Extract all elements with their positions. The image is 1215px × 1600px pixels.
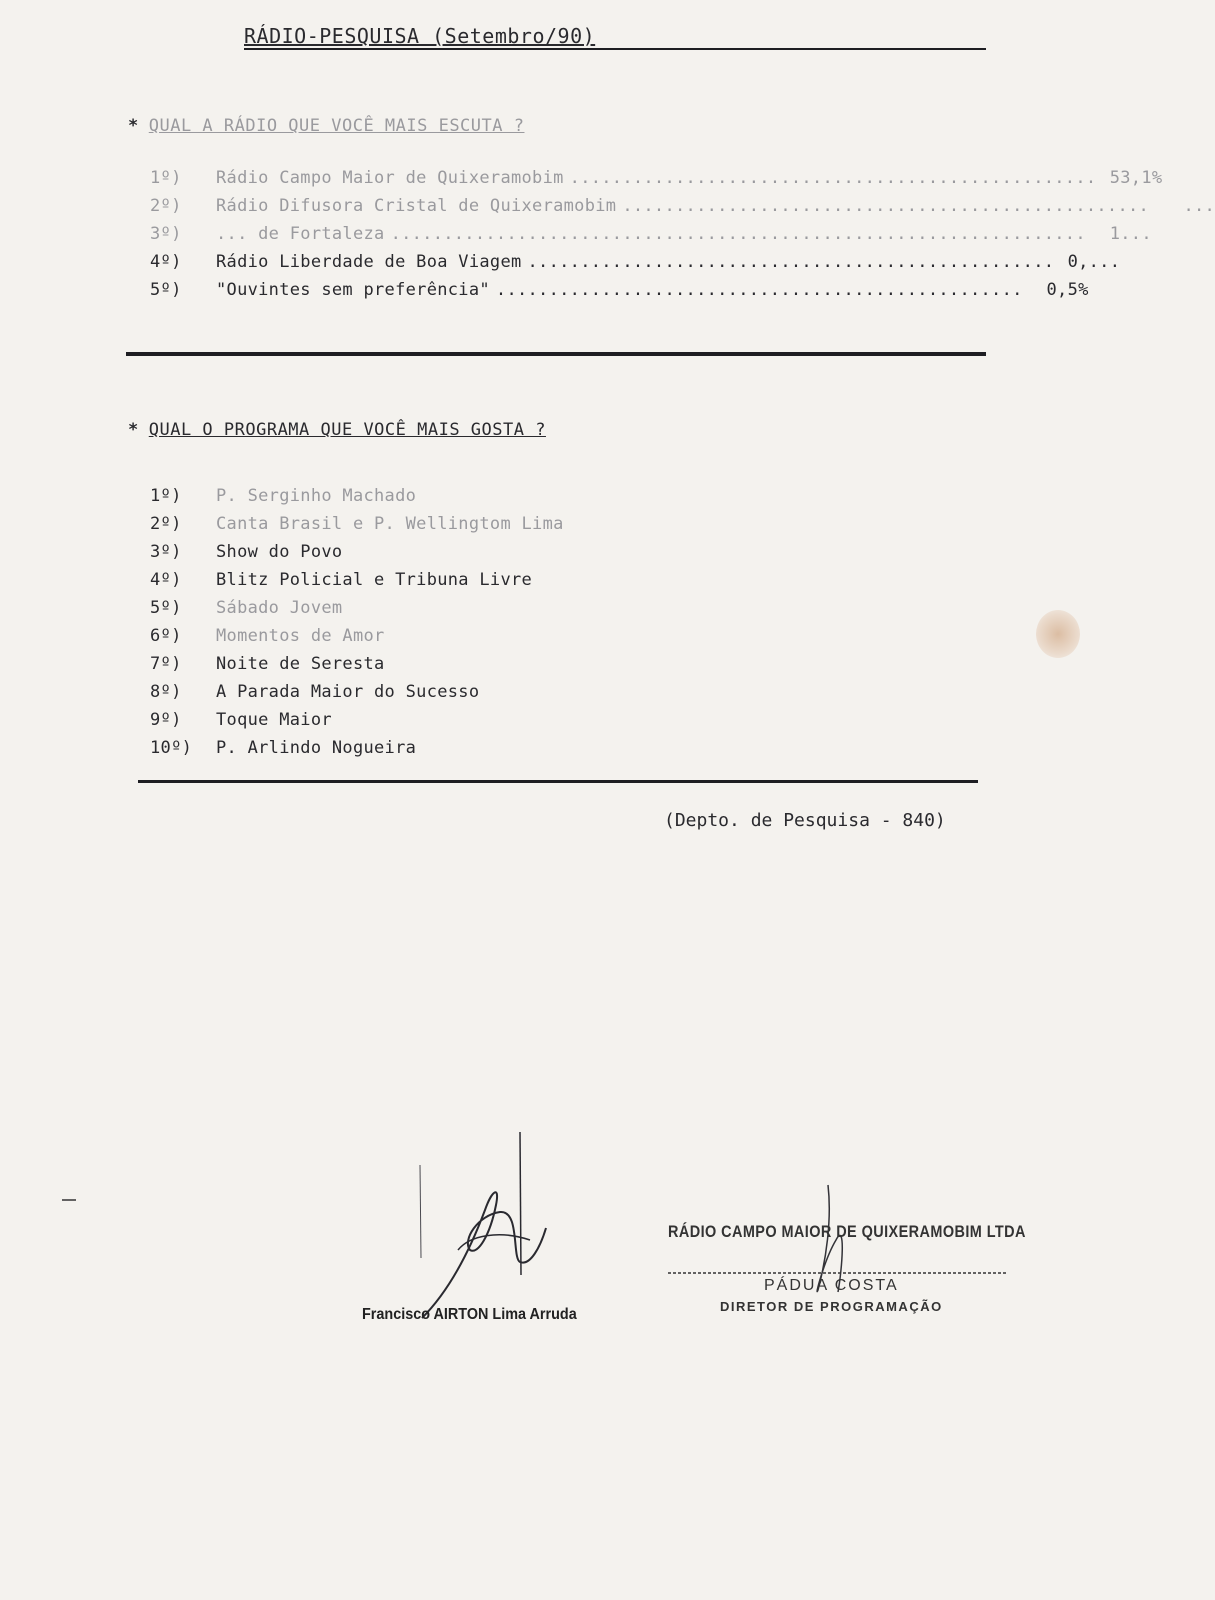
- item-label: "Ouvintes sem preferência": [216, 280, 490, 300]
- item-rank: 7º): [150, 654, 182, 674]
- item-rank: 5º): [150, 280, 182, 300]
- item-label: P. Arlindo Nogueira: [216, 738, 417, 758]
- item-label: Rádio Campo Maior de Quixeramobim: [216, 168, 564, 188]
- item-percent: 53,1%: [1109, 168, 1163, 188]
- item-label: Rádio Difusora Cristal de Quixeramobim: [216, 196, 617, 216]
- fold-line: [420, 1165, 421, 1258]
- item-rank: 3º): [150, 542, 182, 562]
- item-label: Show do Povo: [216, 542, 343, 562]
- item-label: Toque Maior: [216, 710, 332, 730]
- item-label: P. Serginho Machado: [216, 486, 417, 506]
- item-label: Sábado Jovem: [216, 598, 343, 618]
- item-label: Blitz Policial e Tribuna Livre: [216, 570, 533, 590]
- department-label: (Depto. de Pesquisa - 840): [664, 810, 946, 831]
- item-rank: 1º): [150, 486, 182, 506]
- item-label: Noite de Seresta: [216, 654, 385, 674]
- item-leader-dots: ..................................................: [569, 168, 1097, 188]
- document-title: RÁDIO-PESQUISA (Setembro/90): [244, 24, 596, 48]
- item-rank: 2º): [150, 196, 182, 216]
- item-leader-dots: ..................................................: [622, 196, 1150, 216]
- section1-star: *: [128, 116, 139, 136]
- section2-question-text: QUAL O PROGRAMA QUE VOCÊ MAIS GOSTA ?: [148, 420, 546, 440]
- signature-name: Francisco AIRTON Lima Arruda: [362, 1306, 577, 1323]
- item-percent: 0,...: [1067, 252, 1121, 272]
- stamp-name: PÁDUA COSTA: [764, 1277, 899, 1294]
- item-percent: 0,5%: [1046, 280, 1089, 300]
- item-rank: 3º): [150, 224, 182, 244]
- section1-question-text: QUAL A RÁDIO QUE VOCÊ MAIS ESCUTA ?: [148, 116, 525, 136]
- item-rank: 2º): [150, 514, 182, 534]
- item-rank: 4º): [150, 570, 182, 590]
- item-rank: 10º): [150, 738, 193, 758]
- item-label: Canta Brasil e P. Wellingtom Lima: [216, 514, 564, 534]
- item-rank: 4º): [150, 252, 182, 272]
- item-leader-dots: ..................................................................: [390, 224, 1086, 244]
- item-rank: 6º): [150, 626, 182, 646]
- item-leader-dots: ..................................................: [527, 252, 1055, 272]
- signature-stroke: [422, 1192, 546, 1318]
- stamp-company: RÁDIO CAMPO MAIOR DE QUIXERAMOBIM LTDA: [668, 1222, 1026, 1241]
- item-label: Momentos de Amor: [216, 626, 385, 646]
- item-label: A Parada Maior do Sucesso: [216, 682, 480, 702]
- item-rank: 8º): [150, 682, 182, 702]
- item-rank: 5º): [150, 598, 182, 618]
- item-leader-dots: ..................................................: [495, 280, 1023, 300]
- item-rank: 9º): [150, 710, 182, 730]
- section2-star: *: [128, 420, 139, 440]
- item-label: ... de Fortaleza: [216, 224, 385, 244]
- signature-vertical-stroke: [520, 1132, 521, 1275]
- stamp-role: DIRETOR DE PROGRAMAÇÃO: [720, 1299, 943, 1314]
- item-label: Rádio Liberdade de Boa Viagem: [216, 252, 522, 272]
- item-percent: 1...: [1109, 224, 1152, 244]
- item-rank: 1º): [150, 168, 182, 188]
- item-percent: ...: [1183, 196, 1215, 216]
